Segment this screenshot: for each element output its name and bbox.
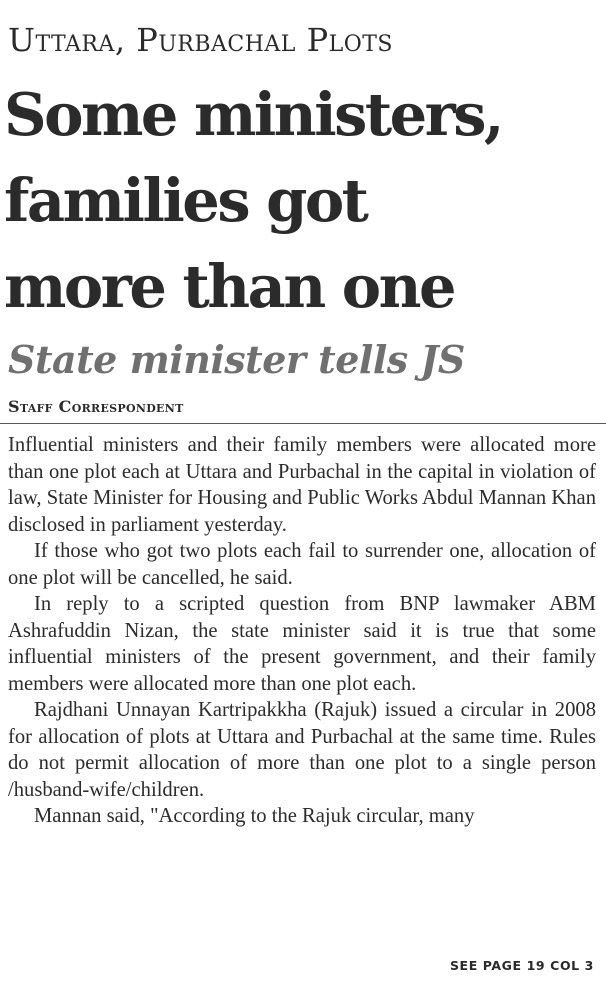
paragraph: In reply to a scripted question from BNP lawmaker ABM Ashrafuddin Nizan, the state minister said it is true that some influential ministers of the present government, and their family members were allocated more than one plot each. xyxy=(8,593,596,695)
byline: Staff Correspondent xyxy=(8,397,184,416)
headline-line: more than one xyxy=(4,252,455,321)
paragraph: Mannan said, "According to the Rajuk circular, many xyxy=(34,805,475,827)
subheadline: State minister tells JS xyxy=(8,337,465,382)
headline-line: Some ministers, xyxy=(4,80,502,149)
paragraph: Rajdhani Unnayan Kartripakkha (Rajuk) issued a circular in 2008 for allocation of plots at Uttara and Purbachal at the same time. Rules do not permit allocation of more than one plot to a single person /husband-wife/children. xyxy=(8,699,596,801)
headline xyxy=(4,72,602,330)
continuation-jump-line: SEE PAGE 19 COL 3 xyxy=(449,958,594,973)
byline-divider xyxy=(0,423,606,424)
paragraph: If those who got two plots each fail to surrender one, allocation of one plot will be cancelled, he said. xyxy=(8,540,596,589)
headline-line: families got xyxy=(4,166,367,235)
kicker: Uttara, Purbachal Plots xyxy=(8,21,394,59)
paragraph: Influential ministers and their family members were allocated more than one plot each at Uttara and Purbachal in the capital in violation of law, State Minister for Housing and Public Works Abdul Mannan Khan disclosed in parliament yesterday. xyxy=(8,434,596,536)
article-body xyxy=(8,432,596,830)
